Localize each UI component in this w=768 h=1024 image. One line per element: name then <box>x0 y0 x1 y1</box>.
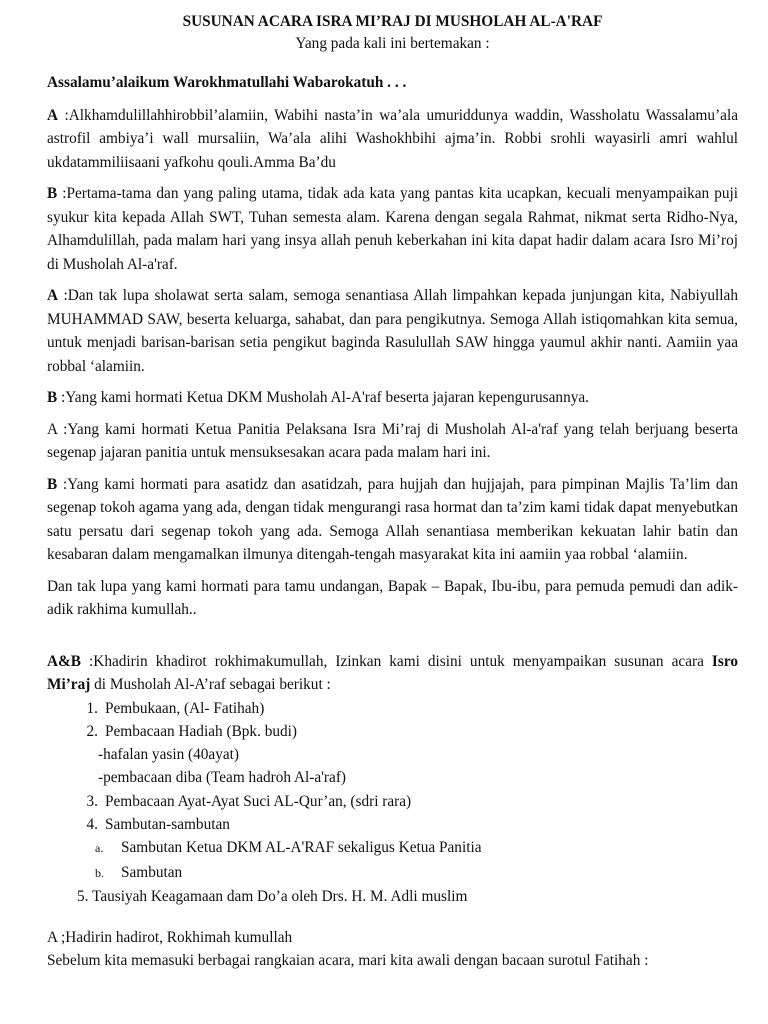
speaker-label: B <box>47 389 58 406</box>
list-item: 3. Pembacaan Ayat-Ayat Suci AL-Qur’an, (sdri rara) <box>86 792 412 810</box>
paragraph-4 <box>47 386 738 410</box>
speaker-label: A <box>47 106 59 124</box>
list-subitem: b. Sambutan <box>95 863 183 881</box>
speaker-label: A&B <box>47 652 81 670</box>
speaker-label: A <box>47 287 59 304</box>
speaker-label: B <box>47 475 58 493</box>
paragraph-1 <box>47 104 738 175</box>
speaker-label: A <box>47 420 58 438</box>
paragraph-text: :Yang kami hormati para asatidz dan asatidzah, para hujjah dan hujjajah, para pimpinan Majlis Ta’lim dan segenap tokoh agama yang ada, dengan tidak mengurangi rasa hormat dan ta’zim kami tidak dapat menyebutkan satu persatu dari segenap tokoh yang ada. Semoga Allah senantiasa memberikan kekuatan lahir batin dan kesabaran dalam mengamalkan ilmunya ditengah-tengah masyarakat kita ini aamiin yaa robbal ‘alamiin. <box>47 475 738 563</box>
paragraph-text: :Alkhamdulillahhirobbil’alamiin, Wabihi nasta’in wa’ala umuriddunya waddin, Wassholatu Wassalamu’ala astrofil ambiya’i wall mursaliin, Wa’ala alihi Washokhbihi ajma’in. Robbi srohli wayasirli amri wahlul ukdatammiliisaani yafkohu qouli.Amma Ba’du <box>47 106 738 171</box>
closing-line-1: A ;Hadirin hadirot, Rokhimah kumullah <box>47 929 293 947</box>
speaker-label: B <box>47 185 58 202</box>
paragraph-text: :Yang kami hormati Ketua Panitia Pelaksana Isra Mi’raj di Musholah Al-a'raf yang telah berjuang beserta segenap jajaran panitia untuk mensuksesakan acara pada malam hari ini. <box>47 420 738 461</box>
paragraph-3 <box>47 284 738 378</box>
agenda-intro: A&B :Khadirin khadirot rokhimakumullah, Izinkan kami disini untuk menyampaikan susunan acara Isro Mi’raj di Musholah Al-A’raf sebagai berikut : <box>47 652 738 693</box>
paragraph-2 <box>47 182 738 276</box>
event-name: Isro Mi’raj <box>47 652 738 693</box>
paragraph-6 <box>47 473 738 567</box>
list-item: 5. Tausiyah Keagamaan dam Do’a oleh Drs. H. M. Adli muslim <box>77 887 468 905</box>
paragraph-text: :Dan tak lupa sholawat serta salam, semoga senantiasa Allah limpahkan kepada junjungan kita, Nabiyullah MUHAMMAD SAW, beserta keluarga, sahabat, dan para pengikutnya. Semoga Allah istiqomahkan kita semua, untuk menjadi barisan-barisan setia pengikut baginda Rasulullah SAW hingga yaumul akhir nanti. Aamiin yaa robbal ‘alamiin. <box>47 287 738 375</box>
paragraph-text: Dan tak lupa yang kami hormati para tamu undangan, Bapak – Bapak, Ibu-ibu, para pemuda pemudi dan adik- adik rakhima kumullah.. <box>47 577 738 618</box>
list-subitem: -hafalan yasin (40ayat) <box>98 746 240 764</box>
document-subtitle: Yang pada kali ini bertemakan : <box>295 35 490 52</box>
list-subitem: a. Sambutan Ketua DKM AL-A'RAF sekaligus Ketua Panitia <box>95 839 482 857</box>
document-title: SUSUNAN ACARA ISRA MI’RAJ DI MUSHOLAH AL-A'RAF <box>182 13 603 30</box>
list-subitem: -pembacaan diba (Team hadroh Al-a'raf) <box>98 769 347 787</box>
greeting: Assalamu’alaikum Warokhmatullahi Wabarokatuh . . . <box>47 74 407 91</box>
closing-section <box>47 927 738 972</box>
paragraph-text: :Pertama-tama dan yang paling utama, tidak ada kata yang pantas kita ucapkan, kecuali menyampaikan puji syukur kita kepada Allah SWT, Tuhan semesta alam. Karena dengan segala Rahmat, nikmat serta Ridho-Nya, Alhamdulillah, pada malam hari yang insya allah penuh keberkahan ini kita dapat hadir dalam acara Isro Mi’roj di Musholah Al-a'raf. <box>47 185 738 273</box>
spacer <box>47 630 738 650</box>
agenda-list <box>47 697 738 909</box>
paragraph-7 <box>47 575 738 622</box>
paragraph-5 <box>47 418 738 465</box>
list-item: 1. Pembukaan, (Al- Fatihah) <box>86 699 265 717</box>
paragraph-text: :Yang kami hormati Ketua DKM Musholah Al-A'raf beserta jajaran kepengurusannya. <box>57 389 589 406</box>
list-item: 4. Sambutan-sambutan <box>86 815 230 833</box>
list-item: 2. Pembacaan Hadiah (Bpk. budi) <box>86 722 298 740</box>
closing-line-2: Sebelum kita memasuki berbagai rangkaian acara, mari kita awali dengan bacaan surotul Fatihah : <box>47 951 649 969</box>
